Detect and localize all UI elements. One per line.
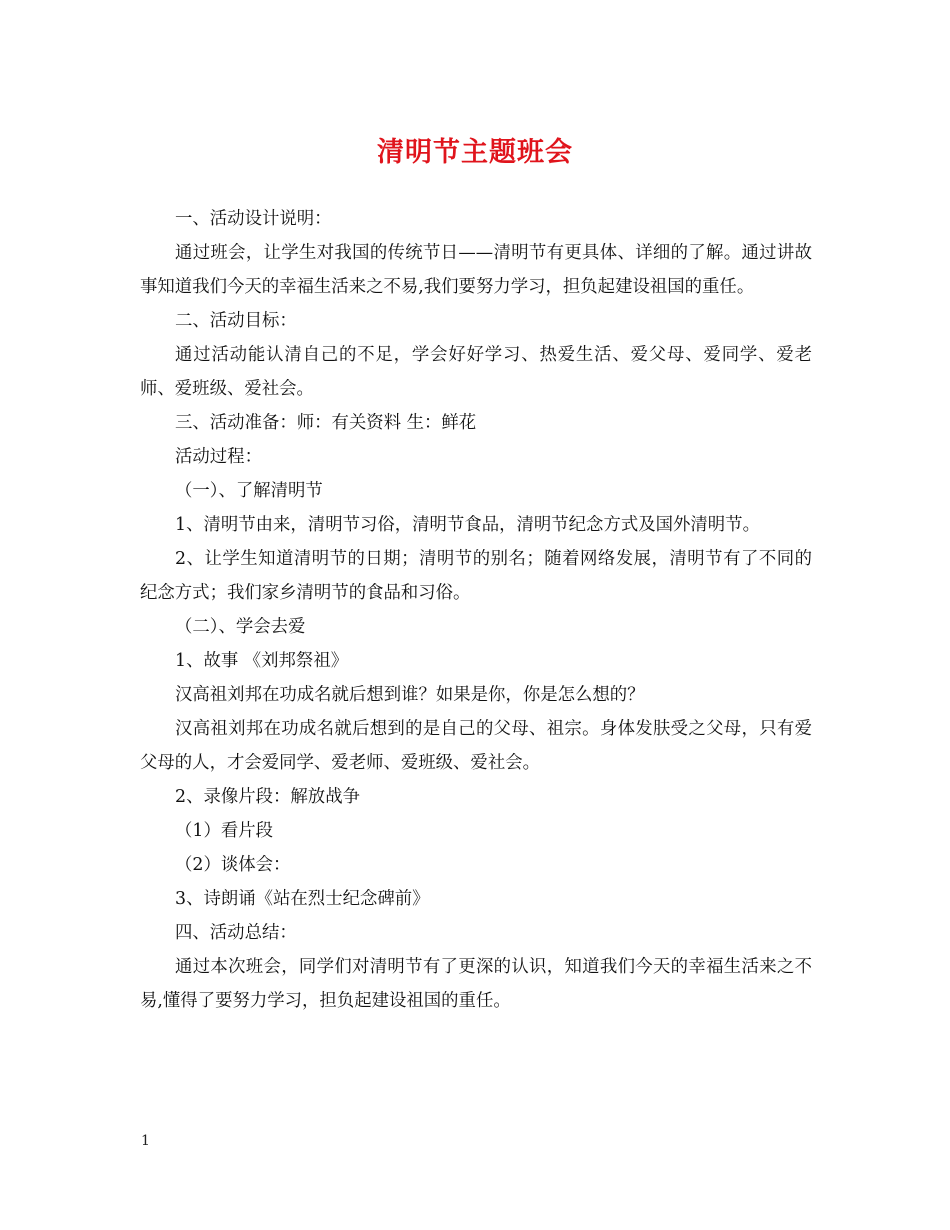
paragraph-goals: 通过活动能认清自己的不足，学会好好学习、热爱生活、爱父母、爱同学、爱老师、爱班级、爱社会。: [140, 345, 812, 399]
subsection-heading-learn: （一）、了解清明节: [175, 481, 323, 501]
section-heading-summary: 四、活动总结：: [175, 923, 297, 943]
section-heading-goals: 二、活动目标：: [175, 311, 297, 331]
section-heading-design: 一、活动设计说明：: [175, 209, 332, 229]
document-body: [140, 202, 812, 1018]
list-item-dates: 2、让学生知道清明节的日期；清明节的别名；随着网络发展，清明节有了不同的纪念方式；我们家乡清明节的食品和习俗。: [140, 549, 812, 603]
page-number: 1: [141, 1133, 150, 1149]
section-heading-preparation: 三、活动准备：师：有关资料 生：鲜花: [175, 413, 477, 433]
list-item-origin: 1、清明节由来，清明节习俗，清明节食品，清明节纪念方式及国外清明节。: [175, 515, 760, 535]
paragraph-story-question: 汉高祖刘邦在功成名就后想到谁？如果是你，你是怎么想的？: [175, 685, 645, 705]
list-item-story: 1、故事 《刘邦祭祖》: [175, 651, 349, 671]
paragraph-story-answer: 汉高祖刘邦在功成名就后想到的是自己的父母、祖宗。身体发肤受之父母，只有爱父母的人，才会爱同学、爱老师、爱班级、爱社会。: [140, 719, 812, 773]
list-item-video: 2、录像片段：解放战争: [175, 787, 360, 807]
list-item-watch: （1）看片段: [175, 821, 274, 841]
paragraph-summary: 通过本次班会，同学们对清明节有了更深的认识，知道我们今天的幸福生活来之不易,懂得了要努力学习，担负起建设祖国的重任。: [140, 957, 812, 1011]
document-title: 清明节主题班会: [377, 137, 573, 168]
list-item-discuss: （2）谈体会：: [175, 855, 291, 875]
subsection-heading-love: （二）、学会去爱: [175, 617, 306, 637]
section-heading-process: 活动过程：: [175, 447, 262, 467]
paragraph-design-description: 通过班会，让学生对我国的传统节日——清明节有更具体、详细的了解。通过讲故事知道我们今天的幸福生活来之不易,我们要努力学习，担负起建设祖国的重任。: [140, 243, 812, 297]
list-item-poem: 3、诗朗诵《站在烈士纪念碑前》: [175, 889, 430, 909]
